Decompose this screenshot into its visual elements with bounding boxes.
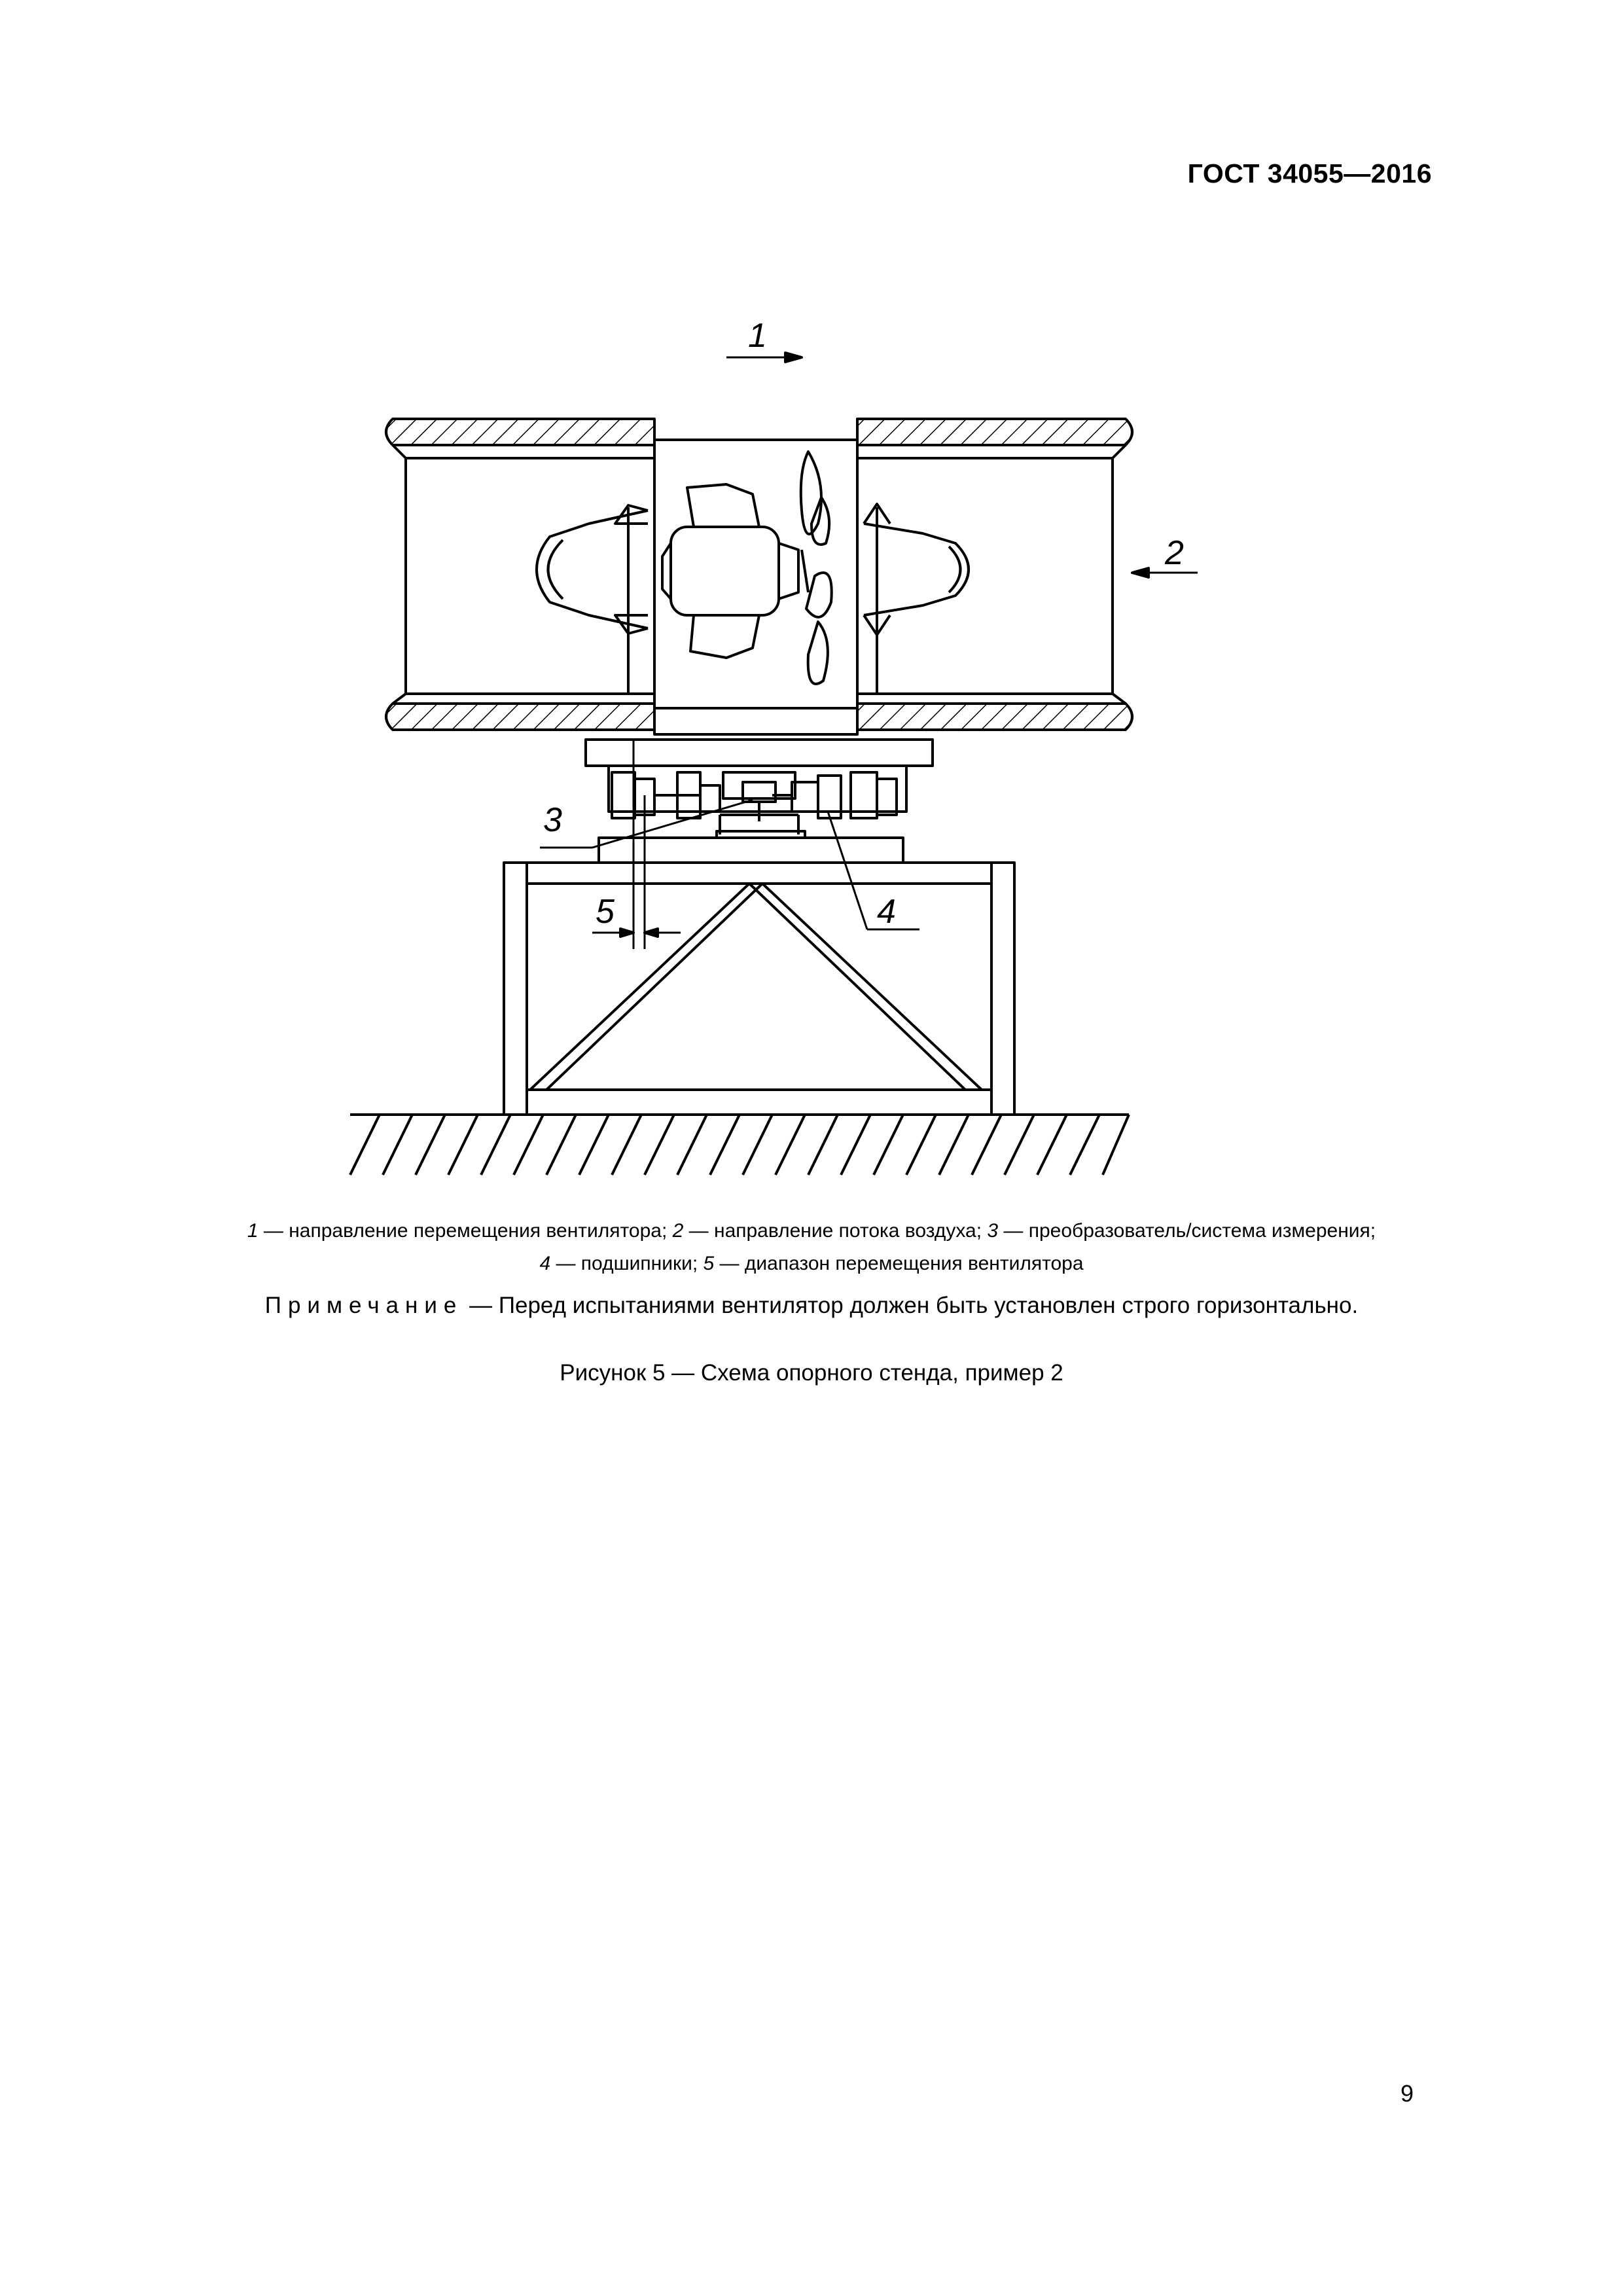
legend-text: — направление потока воздуха; bbox=[683, 1220, 988, 1242]
support-frame bbox=[504, 863, 1014, 1115]
label-4: 4 bbox=[877, 893, 896, 931]
legend-text: — направление перемещения вентилятора; bbox=[258, 1220, 673, 1242]
standard-number: ГОСТ 34055—2016 bbox=[1187, 158, 1432, 188]
note-text: — Перед испытаниями вентилятор должен быть установлен строго горизонтально. bbox=[463, 1293, 1359, 1318]
figure-legend-line-1 bbox=[0, 1215, 1623, 1247]
note-label: Примечание bbox=[264, 1293, 463, 1318]
figure-note bbox=[0, 1293, 1623, 1319]
left-duct bbox=[386, 419, 654, 730]
legend-num: 2 bbox=[672, 1220, 684, 1242]
legend-num: 1 bbox=[247, 1220, 259, 1242]
legend-text: — преобразователь/система измерения; bbox=[998, 1220, 1376, 1242]
right-duct bbox=[857, 419, 1132, 730]
motor bbox=[662, 484, 798, 658]
label-2: 2 bbox=[1165, 534, 1184, 572]
top-plate bbox=[586, 740, 933, 766]
label-3: 3 bbox=[543, 801, 562, 839]
label-1: 1 bbox=[748, 317, 767, 355]
legend-num: 4 bbox=[539, 1253, 551, 1274]
figure-legend-line-2 bbox=[0, 1247, 1623, 1280]
left-nose bbox=[537, 511, 648, 628]
ground bbox=[350, 1115, 1129, 1175]
legend-num: 3 bbox=[987, 1220, 999, 1242]
right-nose bbox=[864, 524, 969, 615]
page-number: 9 bbox=[1400, 2080, 1414, 2107]
legend-text: — подшипники; bbox=[550, 1253, 704, 1274]
figure-caption: Рисунок 5 — Схема опорного стенда, пример 2 bbox=[560, 1360, 1063, 1386]
legend-num: 5 bbox=[703, 1253, 715, 1274]
impeller bbox=[801, 452, 832, 684]
legend-text: — диапазон перемещения вентилятора bbox=[714, 1253, 1084, 1274]
label-5: 5 bbox=[596, 893, 615, 931]
